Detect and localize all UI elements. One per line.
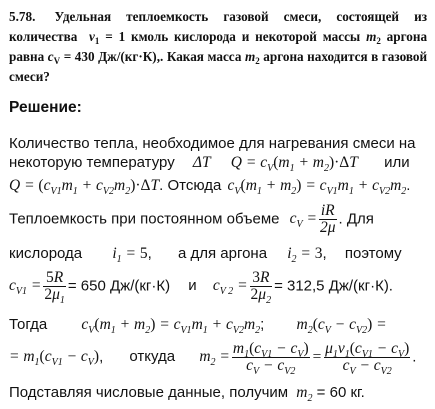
solution-line-9: Подставляя числовые данные, получим $m_2 = 60$ кг. bbox=[9, 384, 365, 404]
line6-value-1: = 650 Дж/(кг·К) bbox=[67, 277, 171, 295]
line5-argon: а для аргона bbox=[177, 245, 268, 262]
solution-line-6: $c_{V1}$ = $\frac{5R}{2\mu_1}$ = 650 Дж/(кг·К) и $c_{V 2}$ = $\frac{3R}{2\mu_2}$ = 312,5 Дж/(кг·К). bbox=[9, 269, 393, 306]
line9-text: Подставляя числовые данные, получим bbox=[9, 384, 289, 401]
problem-text-3: аргона равна bbox=[9, 29, 428, 64]
solution-line-5: кислорода $i_1 = 5$, а для аргона $i_2 = 3$, поэтому bbox=[9, 245, 402, 265]
line8-whence: откуда bbox=[129, 348, 176, 366]
solution-line-1: Количество тепла, необходимое для нагревания смеси на bbox=[9, 135, 416, 152]
line5-therefore: поэтому bbox=[344, 245, 402, 262]
problem-number: 5.78. bbox=[9, 9, 36, 24]
line3-text: . Отсюда bbox=[159, 177, 222, 194]
solution-line-7: Тогда $c_V(m_1 + m_2) = c_{V1}m_1 + c_{V2}m_2$; $m_2(c_V - c_{V2})$ = bbox=[9, 316, 387, 336]
line9-result: = 60 кг. bbox=[316, 384, 365, 401]
line7-then: Тогда bbox=[9, 316, 48, 333]
problem-text-5: аргона находится в газовой смеси? bbox=[9, 49, 428, 84]
line5-oxygen: кислорода bbox=[9, 245, 83, 262]
line2-or: или bbox=[384, 154, 410, 171]
problem-text-4: = 430 Дж/(кг·К),. Какая масса bbox=[63, 49, 242, 64]
line2-text: некоторую температуру bbox=[9, 154, 175, 171]
solution-title: Решение: bbox=[9, 99, 82, 116]
solution-line-2: некоторую температуру ΔT $Q = c_V(m_1 + m_2)\cdot\Delta T$ или bbox=[9, 154, 410, 174]
solution-line-8: = $m_1(c_{V1} - c_V)$, откуда $m_2$ = $\frac{m_1(c_{V1} - c_V)}{c_V - c_{V2}}$ = $\frac{\mu_1\nu_1(c_{V1} - c_V)}{c_V - c_{V2}}$ . bbox=[9, 340, 417, 377]
line6-and: и bbox=[188, 277, 197, 295]
line4-end: . Для bbox=[338, 210, 374, 228]
solution-line-4: Теплоемкость при постоянном объеме $c_V$ = $\frac{iR}{2\mu}$ . Для bbox=[9, 202, 374, 236]
solution-line-3: $Q = (c_{V1}m_1 + c_{V2}m_2)\cdot\Delta T$. Отсюда $c_V(m_1 + m_2) = c_{V1}m_1 + c_{V2}m_2$. bbox=[9, 177, 411, 197]
problem-text-1: Удельная теплоемкость газовой смеси, состоящей из количества bbox=[9, 9, 427, 44]
line4-text: Теплоемкость при постоянном объеме bbox=[9, 210, 280, 228]
problem-statement: 5.78. Удельная теплоемкость газовой смеси, состоящей из количества $\nu_1 = 1$ кмоль кислорода и некоторой массы $m_2$ аргона равна $c_V = 430$ Дж/(кг·К),. Какая масса $m_2$ аргона находится в газовой смеси? bbox=[9, 9, 428, 84]
problem-text-2: = 1 кмоль кислорода и некоторой массы bbox=[105, 29, 361, 44]
line6-value-2: = 312,5 Дж/(кг·К). bbox=[274, 277, 393, 295]
